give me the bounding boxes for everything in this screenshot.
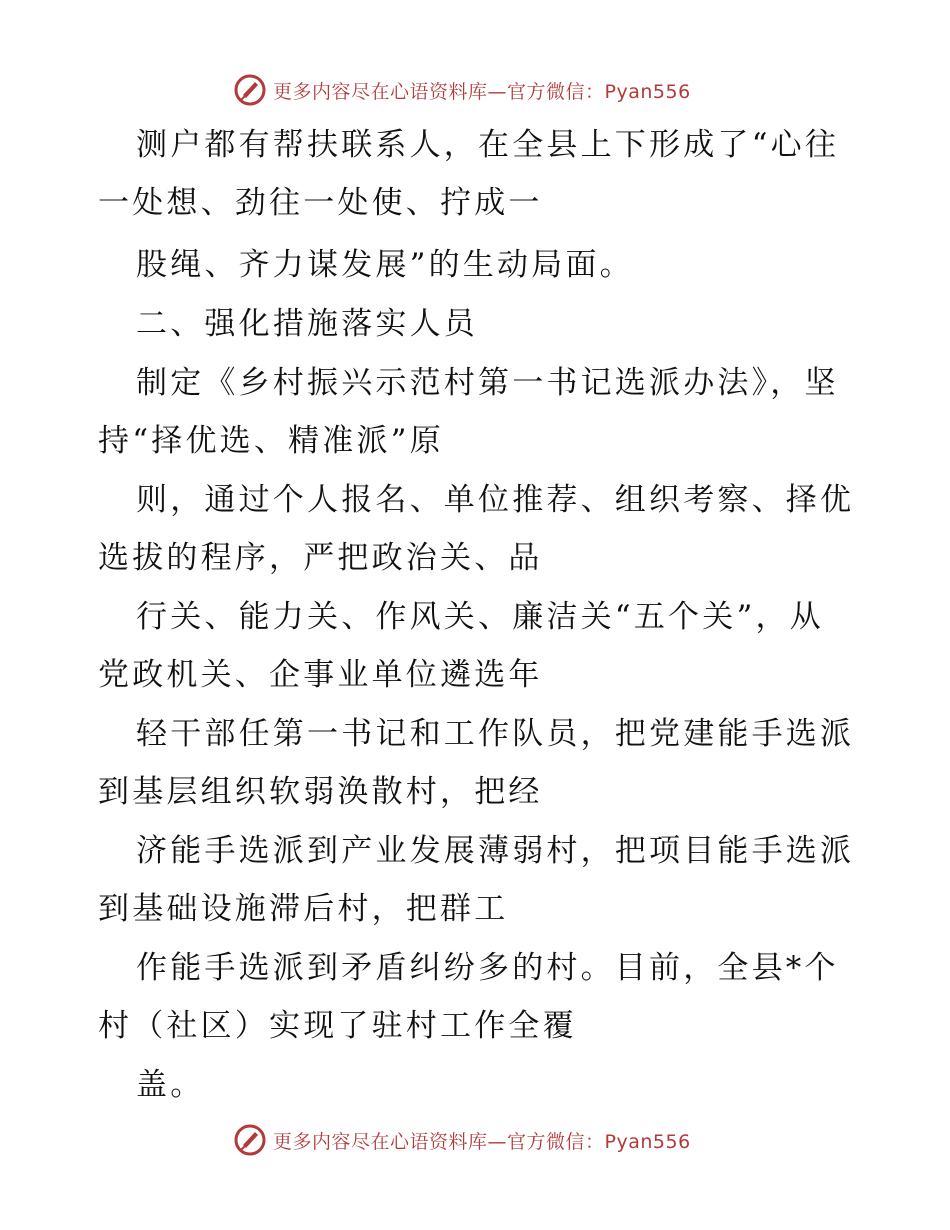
body-line-11: 轻干部任第一书记和工作队员，把党建能手选派 (136, 716, 855, 752)
body-line-17: 盖。 (136, 1067, 205, 1103)
header-watermark (233, 72, 691, 108)
body-line-10: 党政机关、企事业单位遴选年 (98, 657, 543, 693)
header-watermark-text: 更多内容尽在心语资料库—官方微信：Pyan556 (273, 80, 691, 103)
brand-logo-icon (233, 73, 267, 107)
section-heading: 二、强化措施落实人员 (136, 306, 478, 342)
body-line-2: 一处想、劲往一处使、拧成一 (98, 185, 543, 221)
body-line-1: 测户都有帮扶联系人，在全县上下形成了“心往 (136, 127, 840, 163)
body-line-9: 行关、能力关、作风关、廉洁关“五个关”，从 (136, 599, 824, 635)
body-line-12: 到基层组织软弱涣散村，把经 (98, 774, 543, 810)
body-line-15: 作能手选派到矛盾纠纷多的村。目前，全县*个 (136, 950, 839, 986)
body-line-6: 持“择优选、精准派”原 (98, 423, 444, 459)
body-line-8: 选拔的程序，严把政治关、品 (98, 540, 543, 576)
body-line-14: 到基础设施滞后村，把群工 (98, 891, 509, 927)
footer-watermark (233, 1122, 691, 1158)
footer-watermark-text: 更多内容尽在心语资料库—官方微信：Pyan556 (273, 1130, 691, 1153)
body-line-16: 村（社区）实现了驻村工作全覆 (98, 1008, 577, 1044)
body-line-5: 制定《乡村振兴示范村第一书记选派办法》，坚 (136, 365, 839, 401)
body-line-3: 股绳、齐力谋发展”的生动局面。 (136, 247, 634, 283)
body-line-7: 则，通过个人报名、单位推荐、组织考察、择优 (136, 482, 855, 518)
brand-logo-icon (233, 1123, 267, 1157)
body-line-13: 济能手选派到产业发展薄弱村，把项目能手选派 (136, 833, 855, 869)
